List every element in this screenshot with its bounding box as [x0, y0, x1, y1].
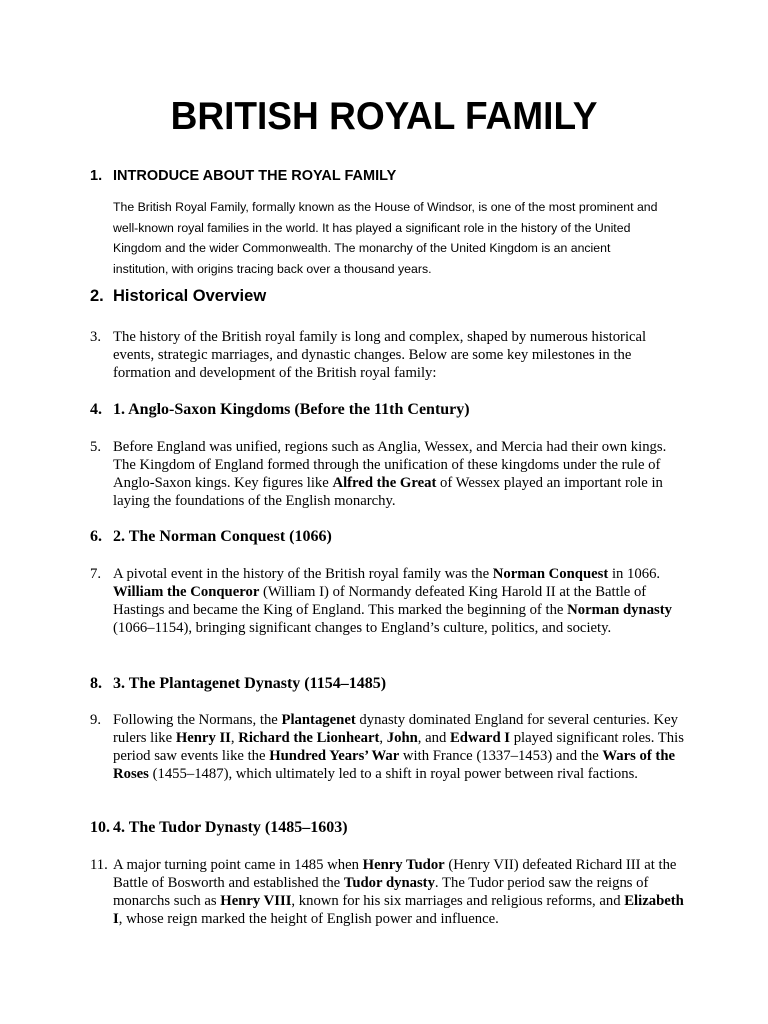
- list-paragraph: [113, 565, 690, 637]
- section-heading: Historical Overview: [113, 287, 267, 305]
- list-number: 10.: [90, 819, 110, 836]
- bold-text: Elizabeth I: [113, 893, 684, 927]
- text-run: of Wessex played an important role in laying the foundations of the English monarchy.: [113, 475, 663, 509]
- list-paragraph: [113, 856, 690, 928]
- list-number: 7.: [90, 566, 102, 582]
- list-item-1: [90, 166, 690, 186]
- list-number: 11.: [90, 857, 108, 873]
- text-run: A pivotal event in the history of the British royal family was the: [113, 566, 493, 582]
- bold-text: Edward I: [450, 730, 511, 746]
- list-item-3: [90, 328, 690, 382]
- bold-text: Hundred Years’ War: [269, 748, 400, 764]
- list-number: 1.: [90, 168, 103, 184]
- bold-text: Alfred the Great: [332, 475, 437, 491]
- list-number: 9.: [90, 712, 102, 728]
- bold-text: Norman Conquest: [492, 566, 609, 582]
- list-item-10: [90, 817, 690, 839]
- list-item-8: [90, 673, 690, 695]
- list-item-6: [90, 526, 690, 548]
- text-run: in 1066.: [608, 566, 661, 582]
- text-run: (Henry VII) defeated Richard III at the Battle of Bosworth and established the: [113, 857, 677, 891]
- bold-text: Tudor dynasty: [343, 875, 435, 891]
- list-item-9: [90, 711, 690, 783]
- list-number: 6.: [90, 528, 102, 545]
- text-run: . The Tudor period saw the reigns of monarchs such as: [113, 875, 649, 909]
- bold-text: Norman dynasty: [567, 602, 672, 618]
- text-run: , and: [417, 730, 451, 746]
- bold-text: John: [386, 730, 418, 746]
- list-number: 3.: [90, 329, 102, 345]
- intro-paragraph-item: [90, 197, 665, 279]
- section-heading: INTRODUCE ABOUT THE ROYAL FAMILY: [113, 168, 397, 184]
- text-run: Before England was unified, regions such as Anglia, Wessex, and Mercia had their own kings. The Kingdom of England formed through the unification of these kingdoms under the rule of Anglo-Saxon kings. Key figures like: [113, 439, 667, 491]
- text-run: Following the Normans, the: [113, 712, 282, 728]
- text-run: played significant roles. This period saw events like the: [113, 730, 684, 764]
- intro-paragraph: The British Royal Family, formally known as the House of Windsor, is one of the most prominent and well-known royal families in the world. It has played a significant role in the history of the United Kingdom and the wider Commonwealth. The monarchy of the United Kingdom is an ancient institution, with origins tracing back over a thousand years.: [113, 200, 658, 276]
- list-item-5: [90, 438, 690, 510]
- document-title: BRITISH ROYAL FAMILY: [170, 95, 598, 138]
- text-run: ,: [230, 730, 239, 746]
- list-paragraph: [113, 711, 690, 783]
- section-heading: 3. The Plantagenet Dynasty (1154–1485): [113, 675, 387, 692]
- bold-text: Wars of the Roses: [113, 748, 676, 782]
- text-run: ,: [379, 730, 387, 746]
- list-number: 8.: [90, 675, 102, 692]
- bold-text: Henry VIII: [220, 893, 292, 909]
- text-run: , whose reign marked the height of English power and influence.: [118, 911, 499, 927]
- list-item-4: [90, 399, 690, 421]
- text-run: A major turning point came in 1485 when: [113, 857, 363, 873]
- list-item-11: [90, 856, 690, 928]
- bold-text: Henry II: [175, 730, 231, 746]
- bold-text: Henry Tudor: [362, 857, 445, 873]
- list-number: 4.: [90, 401, 102, 418]
- text-run: (1066–1154), bringing significant changes to England’s culture, politics, and society.: [113, 620, 612, 636]
- list-item-2: [90, 285, 690, 307]
- list-paragraph: [113, 328, 690, 382]
- section-heading: 4. The Tudor Dynasty (1485–1603): [113, 819, 348, 836]
- list-paragraph: [113, 438, 690, 510]
- list-number: 5.: [90, 439, 102, 455]
- text-run: with France (1337–1453) and the: [399, 748, 603, 764]
- section-heading: 2. The Norman Conquest (1066): [113, 528, 332, 545]
- list-item-7: [90, 565, 690, 637]
- bold-text: Richard the Lionheart: [238, 730, 380, 746]
- bold-text: William the Conqueror: [113, 584, 260, 600]
- text-run: dynasty dominated England for several centuries. Key rulers like: [113, 712, 678, 746]
- text-run: , known for his six marriages and religious reforms, and: [291, 893, 625, 909]
- bold-text: Plantagenet: [281, 712, 356, 728]
- section-heading: 1. Anglo-Saxon Kingdoms (Before the 11th Century): [113, 401, 470, 418]
- text-run: (William I) of Normandy defeated King Harold II at the Battle of Hastings and became the King of England. This marked the beginning of the: [113, 584, 647, 618]
- list-number: 2.: [90, 287, 104, 305]
- text-run: (1455–1487), which ultimately led to a shift in royal power between rival factions.: [148, 766, 638, 782]
- text-run: The history of the British royal family is long and complex, shaped by numerous historical events, strategic marriages, and dynastic changes. Below are some key milestones in the formation and development of the British royal family:: [113, 329, 647, 381]
